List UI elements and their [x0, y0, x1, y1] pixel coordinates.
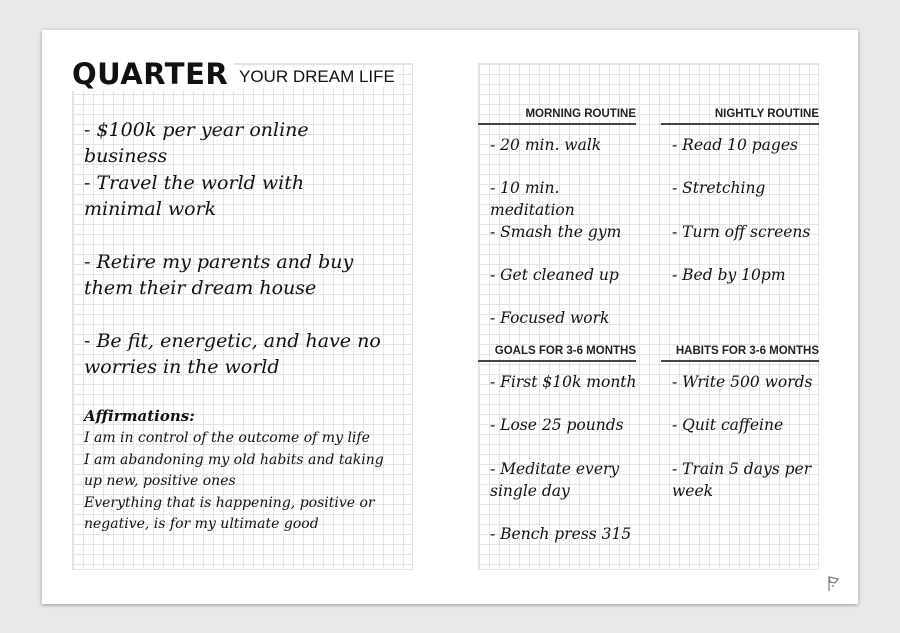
- list-item: - First $10k month: [490, 373, 637, 391]
- list-item: - Train 5 days per week: [672, 460, 812, 500]
- list-item: - Turn off screens: [672, 223, 811, 241]
- list-item: - Quit caffeine: [672, 416, 784, 434]
- affirmation-item: I am abandoning my old habits and taking up new, positive ones: [84, 451, 384, 489]
- habits-heading: HABITS FOR 3-6 MONTHS: [661, 344, 819, 362]
- list-item: - Meditate every single day: [490, 460, 620, 500]
- list-item: - Stretching: [672, 179, 766, 197]
- list-item: - Bench press 315: [490, 525, 632, 543]
- page-subtitle: YOUR DREAM LIFE: [235, 67, 399, 87]
- page-title: QUARTER: [72, 57, 234, 91]
- affirmations-title: Affirmations:: [84, 407, 195, 425]
- list-item: - Write 500 words: [672, 373, 813, 391]
- list-item: - Bed by 10pm: [672, 266, 786, 284]
- dream-goal-4: - Be fit, energetic, and have no worries in the world: [84, 330, 381, 378]
- list-item: - 20 min. walk: [490, 136, 602, 154]
- list-item: - Focused work: [490, 309, 610, 327]
- affirmation-item: I am in control of the outcome of my life: [84, 430, 370, 446]
- planner-spread: [42, 30, 858, 604]
- dream-goal-2: - Travel the world with minimal work: [84, 172, 305, 220]
- goals-heading: GOALS FOR 3-6 MONTHS: [478, 344, 636, 362]
- pen-flag-icon: [826, 576, 840, 592]
- list-item: - Smash the gym: [490, 223, 622, 241]
- nightly-routine-heading: NIGHTLY ROUTINE: [661, 107, 819, 125]
- list-item: - Lose 25 pounds: [490, 416, 624, 434]
- list-item: - 10 min. meditation: [490, 179, 575, 219]
- affirmation-item: Everything that is happening, positive or negative, is for my ultimate good: [84, 494, 375, 532]
- dream-goal-1: - $100k per year online business: [84, 119, 309, 167]
- list-item: - Get cleaned up: [490, 266, 619, 284]
- list-item: - Read 10 pages: [672, 136, 798, 154]
- dream-goal-3: - Retire my parents and buy them their dream house: [84, 251, 354, 299]
- affirmations-list: [84, 428, 384, 536]
- morning-routine-heading: MORNING ROUTINE: [478, 107, 636, 125]
